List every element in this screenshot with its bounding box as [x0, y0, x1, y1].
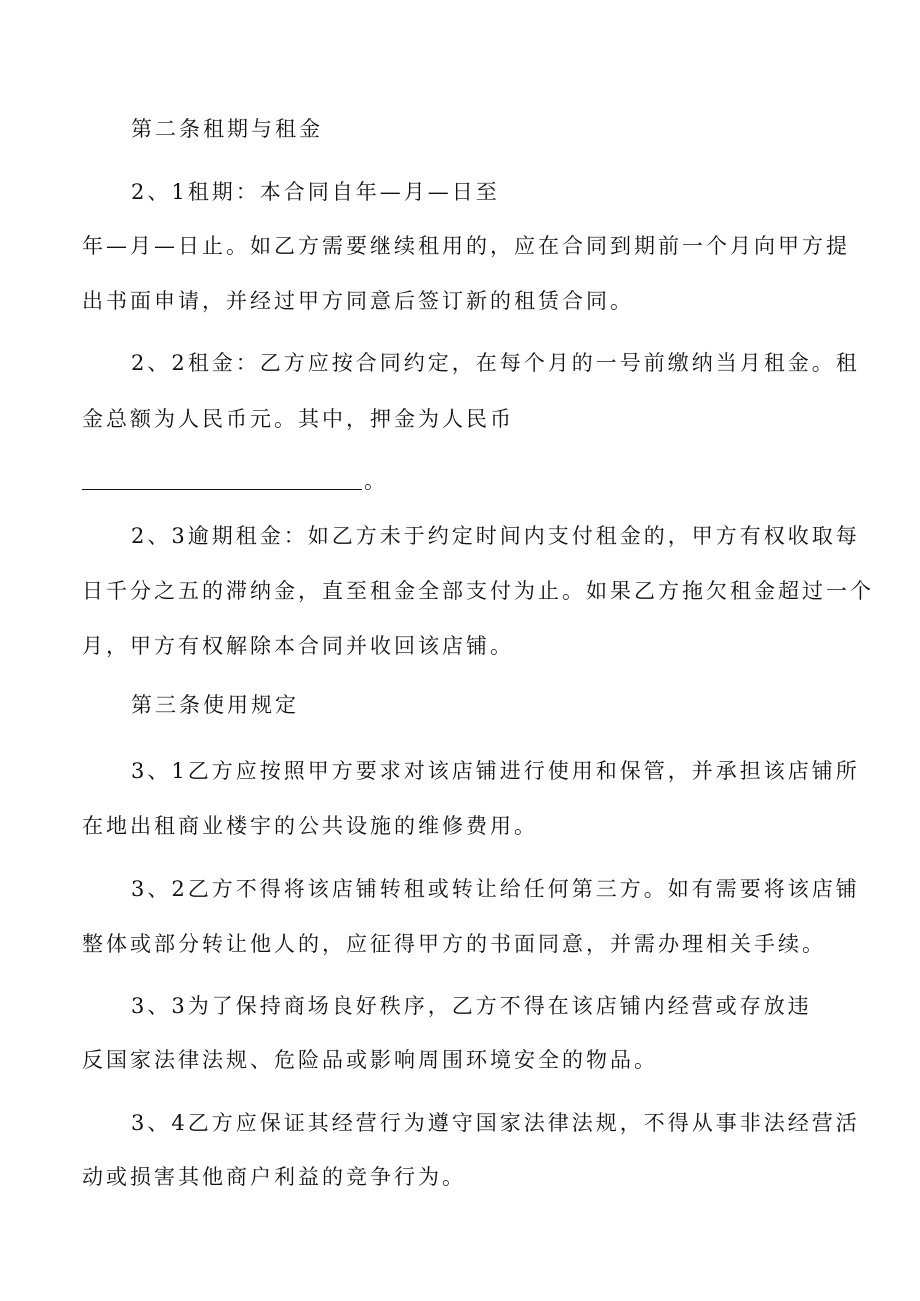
clause-3-2-line-2: 整体或部分转让他人的，应征得甲方的书面同意，并需办理相关手续。: [82, 932, 826, 956]
clause-2-2-line-2: 金总额为人民币元。其中，押金为人民币: [82, 407, 514, 431]
deposit-period: 。: [364, 469, 385, 493]
clause-3-1-line-2: 在地出租商业楼宇的公共设施的维修费用。: [82, 814, 538, 838]
clause-3-3-line-2: 反国家法律法规、危险品或影响周围环境安全的物品。: [82, 1048, 658, 1072]
clause-3-1-line-1: 3、1乙方应按照甲方要求对该店铺进行使用和保管，并承担该店铺所: [131, 759, 860, 783]
clause-3-2-line-1: 3、2乙方不得将该店铺转租或转让给任何第三方。如有需要将该店铺: [131, 877, 860, 901]
clause-2-1-line-2: 年—月—日止。如乙方需要继续租用的，应在合同到期前一个月向甲方提: [82, 234, 850, 258]
section-heading-3: 第三条使用规定: [131, 693, 299, 717]
deposit-blank: [82, 488, 362, 490]
clause-2-2-line-1: 2、2租金：乙方应按合同约定，在每个月的一号前缴纳当月租金。租: [131, 351, 860, 375]
clause-2-3-line-3: 月，甲方有权解除本合同并收回该店铺。: [82, 634, 514, 658]
clause-3-4-line-2: 动或损害其他商户利益的竞争行为。: [82, 1165, 466, 1189]
deposit-blank-line: [82, 466, 385, 496]
section-heading-2: 第二条租期与租金: [131, 117, 323, 141]
clause-2-3-line-2: 日千分之五的滞纳金，直至租金全部支付为止。如果乙方拖欠租金超过一个: [82, 579, 874, 603]
clause-2-3-line-1: 2、3逾期租金：如乙方未于约定时间内支付租金的，甲方有权收取每: [131, 524, 860, 548]
clause-2-1-line-3: 出书面申请，并经过甲方同意后签订新的租赁合同。: [82, 289, 634, 313]
clause-3-3-line-1: 3、3为了保持商场良好秩序，乙方不得在该店铺内经营或存放违: [131, 994, 812, 1018]
clause-2-1-line-1: 2、1租期：本合同自年—月—日至: [131, 180, 500, 204]
clause-3-4-line-1: 3、4乙方应保证其经营行为遵守国家法律法规，不得从事非法经营活: [131, 1111, 860, 1135]
